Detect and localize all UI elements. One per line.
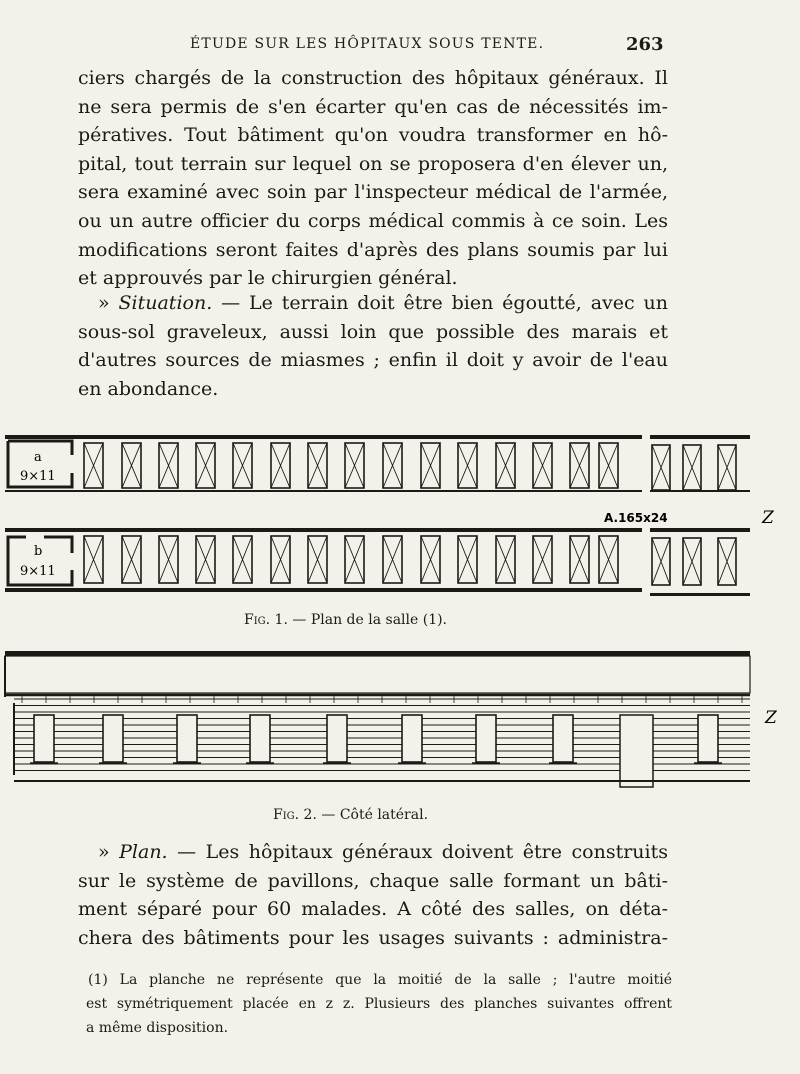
bed [496,536,515,583]
figure-1-caption-text: — Plan de la salle (1). [287,612,448,628]
quote-mark: » [98,841,110,863]
door [620,715,653,787]
bed [196,443,215,488]
bed [345,536,364,583]
bed [308,443,327,488]
z-mark-figure-2: Z [765,708,777,728]
window [698,715,718,762]
text-line: et approuvés par le chirurgien général. [78,267,458,290]
window [327,715,347,762]
text-line: en abondance. [78,377,219,400]
window [250,715,270,762]
bed [570,443,589,488]
figure-2-caption [273,807,428,823]
bed [533,536,552,583]
bed [718,445,736,490]
text-line: modifications seront faites d'après des plans soumis par lui [78,238,668,261]
roof-panel [5,656,750,693]
section-heading-plan: Plan. [119,841,168,863]
bed [122,443,141,488]
bed [122,536,141,583]
wall-line [650,435,750,439]
text-line: sur le système de pavillons, chaque salle formant un bâti- [78,869,668,892]
window [402,715,422,762]
bed [271,536,290,583]
running-title: ÉTUDE SUR LES HÔPITAUX SOUS TENTE. [190,36,545,52]
text-run: — Les hôpitaux généraux doivent être construits [167,841,668,863]
bed [652,538,670,585]
bed [421,536,440,583]
text-line: ciers chargés de la construction des hôpitaux généraux. Il [78,67,668,89]
bed [84,536,103,583]
footnote-line: a même disposition. [86,1020,229,1036]
beds-bottom-row [84,536,736,585]
wall-line [5,528,642,532]
bed [683,538,701,585]
wall-line [650,593,750,596]
bed [308,536,327,583]
bed [421,443,440,488]
window [34,715,54,762]
quote-mark: » [98,292,110,314]
z-mark-figure-1: Z [762,508,774,528]
bed [683,445,701,490]
figure-2-caption-text: — Côté latéral. [316,807,429,823]
figure-2-side-elevation [0,645,800,795]
dimension-label: A.165x24 [604,511,668,525]
bed [159,443,178,488]
window [553,715,573,762]
paragraph-situation [78,289,668,403]
bed [652,445,670,490]
room-a-letter: a [34,450,42,465]
wall-line [650,528,750,532]
figure-1-number: Fig. 1. [244,612,288,628]
bed [570,536,589,583]
text-line: sous-sol graveleux, aussi loin que possible des marais et [78,320,668,343]
figure-2-number: Fig. 2. [273,807,317,823]
roof-line [5,651,750,656]
bed [383,443,402,488]
bed [458,443,477,488]
ward-row-bottom [5,528,750,596]
text-line: ment séparé pour 60 malades. A côté des salles, on déta- [78,898,668,921]
footnote-line: est symétriquement placée en z z. Plusieurs des planches suivantes offrent [86,996,672,1012]
text-line: ou un autre officier du corps médical commis à ce soin. Les [78,209,668,232]
windows-row [30,715,722,763]
room-a-size: 9×11 [20,469,56,484]
figure-1-floor-plan [0,425,800,605]
text-line: d'autres sources de miasmes ; enfin il doit y avoir de l'eau [78,349,668,372]
bed [718,538,736,585]
room-b-letter: b [34,544,43,559]
window [476,715,496,762]
bed [196,536,215,583]
room-b-size: 9×11 [20,564,56,579]
bed [383,536,402,583]
text-line [78,838,668,867]
text-line: ne sera permis de s'en écarter qu'en cas de nécessités im- [78,95,668,118]
bed [271,443,290,488]
text-line: pital, tout terrain sur lequel on se proposera d'en élever un, [78,152,668,175]
bed [599,536,618,583]
figure-1-caption [244,612,447,628]
bed [496,443,515,488]
bed [458,536,477,583]
bed [533,443,552,488]
bed [345,443,364,488]
text-line: pératives. Tout bâtiment qu'on voudra transformer en hô- [78,124,668,147]
window [177,715,197,762]
bed [233,536,252,583]
section-heading-situation: Situation. [118,292,213,314]
beds-top-row [84,443,736,490]
window [103,715,123,762]
text-line: chera des bâtiments pour les usages suivants : administra- [78,926,668,949]
bed [233,443,252,488]
bed [84,443,103,488]
ward-row-top [5,435,750,492]
bed [599,443,618,488]
page-number: 263 [626,34,664,55]
footnote [86,968,672,1040]
footnote-line: (1) La planche ne représente que la moitié de la salle ; l'autre moitié [88,972,672,988]
running-header [0,34,800,58]
bed [159,536,178,583]
text-line [78,289,668,318]
wall-line [5,435,642,439]
wall-line [5,588,642,592]
paragraph-hospital-rules [78,64,668,293]
wall-line [5,490,642,492]
text-run: — Le terrain doit être bien égoutté, avec un [212,292,669,314]
text-line: sera examiné avec soin par l'inspecteur médical de l'armée, [78,181,668,204]
paragraph-plan [78,838,668,952]
